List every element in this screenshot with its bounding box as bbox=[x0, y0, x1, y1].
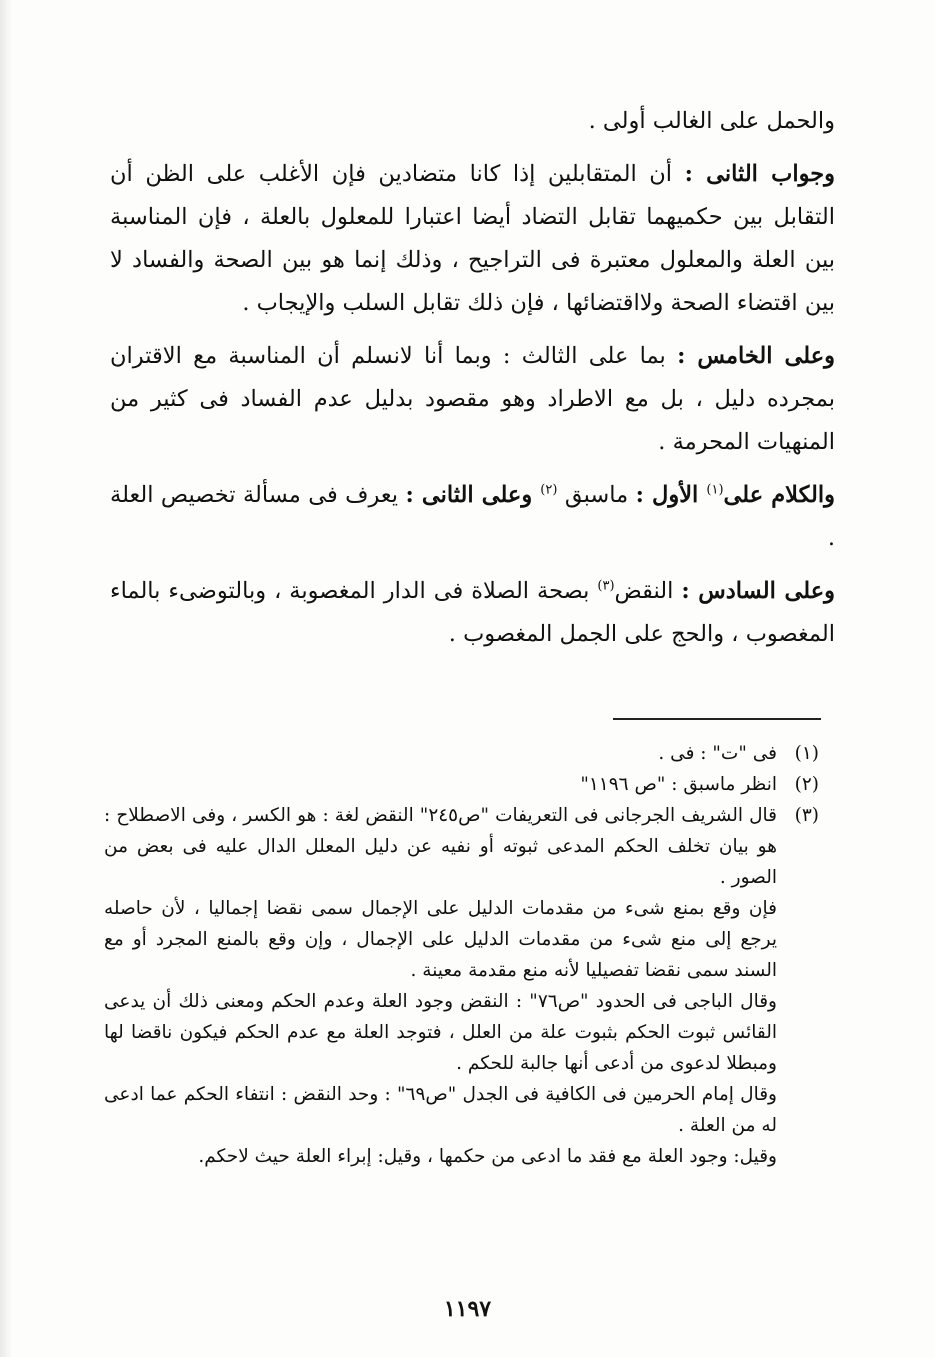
footnote-3-text: قال الشريف الجرجانى فى التعريفات "ص٢٤٥" النقض لغة : هو الكسر ، وفى الاصطلاح : هو بيان تخلف الحكم المدعى ثبوته أو نفيه عن دليل المعلل الدال عليه فى بعض من الصور . bbox=[104, 805, 777, 888]
footnote-3-continuation-2: وقال الباجى فى الحدود "ص٧٦" : النقض وجود العلة وعدم الحكم ومعنى ذلك أن يدعى القائس ثبوت الحكم بثبوت علة من العلل ، فتوجد العلة مع عدم الحكم فيكون ناقضا لها ومبطلا لدعوى من أدعى أنها جالبة للحكم . bbox=[104, 991, 777, 1074]
footnote-1 bbox=[104, 738, 819, 769]
footnote-separator bbox=[613, 718, 821, 720]
footnote-3 bbox=[104, 800, 819, 893]
footnote-2-text: انظر ماسبق : "ص ١١٩٦" bbox=[580, 774, 777, 795]
footnote-ref-1: (١) bbox=[706, 482, 724, 498]
paragraph-2 bbox=[110, 153, 835, 325]
paragraph-3-lead: وعلى الخامس : bbox=[677, 343, 835, 369]
paragraph-2-lead: وجواب الثانى : bbox=[684, 161, 835, 187]
paragraph-4-lead-3: وعلى الثانى : bbox=[405, 482, 541, 508]
footnote-3-continuation-1: فإن وقع بمنع شىء من مقدمات الدليل على الإجمال سمى نقضا إجماليا ، لأن حاصله يرجع إلى منع شىء من مقدمات الدليل على الإجمال ، وإن وقع بالمنع المجرد أو مع السند سمى نقضا تفصيليا لأنه منع مقدمة معينة . bbox=[104, 898, 777, 981]
paragraph-2-text: أن المتقابلين إذا كانا متضادين فإن الأغلب على الظن أن التقابل بين حكميهما تقابل التضاد أيضا اعتبارا للمعلول بالعلة ، فإن المناسبة بين العلة والمعلول معتبرة فى التراجيح ، وذلك إنما هو بين الصحة والفساد لا بين اقتضاء الصحة ولااقتضائها ، فإن ذلك تقابل السلب والإيجاب . bbox=[110, 161, 835, 316]
paragraph-5-pre: النقض bbox=[614, 578, 682, 604]
paragraph-5-text: بصحة الصلاة فى الدار المغصوبة ، وبالتوضىء بالماء المغصوب ، والحج على الجمل المغصوب . bbox=[110, 578, 835, 647]
footnote-2-number: (٢) bbox=[794, 774, 819, 795]
paragraph-4-text: يعرف فى مسألة تخصيص العلة . bbox=[110, 482, 835, 551]
paragraph-5 bbox=[110, 570, 835, 656]
footnote-3-continuation-3: وقال إمام الحرمين فى الكافية فى الجدل "ص٦٩" : وحد النقض : انتفاء الحكم عما ادعى له من العلة . bbox=[104, 1084, 777, 1136]
paragraph-4 bbox=[110, 474, 835, 560]
paragraph-3-text: بما على الثالث : وبما أنا لانسلم أن المناسبة مع الاقتران بمجرده دليل ، بل مع الاطراد وهو مقصود بدليل عدم الفساد فى كثير من المنهيات المحرمة . bbox=[110, 343, 835, 455]
footnotes bbox=[104, 738, 819, 1172]
footnote-2 bbox=[104, 769, 819, 800]
paragraph-4-lead-1: والكلام على bbox=[723, 482, 835, 508]
footnote-ref-2: (٢) bbox=[540, 482, 558, 498]
scan-shadow-edge bbox=[0, 0, 12, 1357]
footnote-3-continuation-4: وقيل: وجود العلة مع فقد ما ادعى من حكمها ، وقيل: إبراء العلة حيث لاحكم. bbox=[198, 1146, 777, 1167]
paragraph-4-mid: ماسبق bbox=[557, 482, 636, 508]
footnote-1-number: (١) bbox=[794, 743, 819, 764]
paragraph-5-lead: وعلى السادس : bbox=[681, 578, 835, 604]
paragraph-1-text: والحمل على الغالب أولى . bbox=[588, 108, 835, 134]
footnote-1-text: فى "ت" : فى . bbox=[658, 743, 777, 764]
page-number: ١١٩٧ bbox=[443, 1296, 492, 1322]
paragraph-4-lead-2: الأول : bbox=[635, 482, 707, 508]
paragraph-3 bbox=[110, 335, 835, 464]
main-text bbox=[110, 100, 835, 666]
footnote-ref-3: (٣) bbox=[597, 578, 615, 594]
paragraph-1 bbox=[110, 100, 835, 143]
footnote-3-number: (٣) bbox=[794, 805, 819, 826]
